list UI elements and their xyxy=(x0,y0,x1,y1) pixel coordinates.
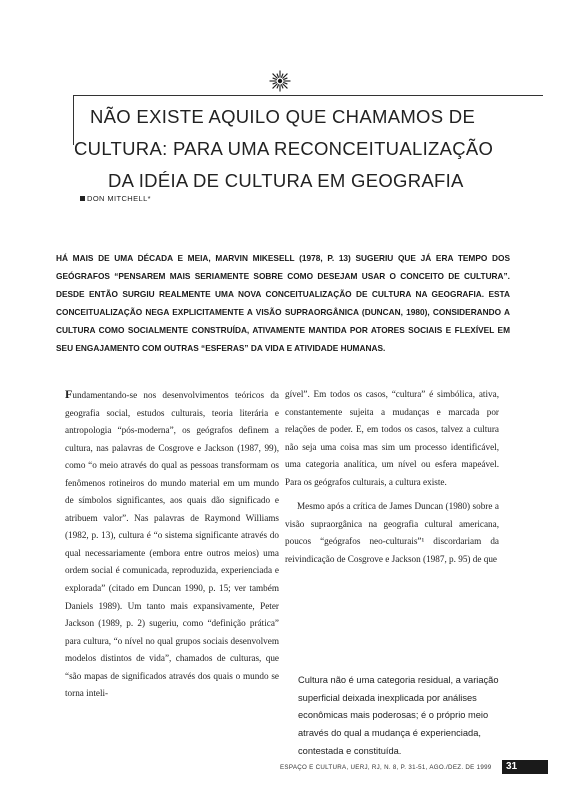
title-bracket-top xyxy=(73,95,543,96)
body-paragraph xyxy=(65,386,279,703)
title-line-1: NÃO EXISTE AQUILO QUE CHAMAMOS DE xyxy=(90,106,476,127)
page-number: 31 xyxy=(502,760,548,774)
body-text: undamentando-se nos desenvolvimentos teóricos da geografia social, estudos culturais, teoria literária e antropologia “pós-moderna”, os geógrafos definem a cultura, nas palavras de Cosgrove e Jackson (1987, 99), como “o meio através do qual as pessoas transformam os fenômenos rotineiros do mundo material em um mundo de símbolos significantes, aos quais dão significado e atribuem valor”. Nas palavras de Raymond Williams (1982, p. 13), cultura é “o sistema significante através do qual necessariamente (embora entre outros meios) uma ordem social é comunicada, reproduzida, experienciada e explorada” (citado em Duncan 1990, p. 15; ver também Daniels 1989). Um tanto mais expansivamente, Peter Jackson (1989, p. 2) sugeriu, como “definição prática” para cultura, “o nível no qual grupos sociais desenvolvem modelos distintos de vida”, chamados de culturas, que “são mapas de significados através dos quais o mundo se torna inteli- xyxy=(65,390,279,699)
body-paragraph: gível”. Em todos os casos, “cultura” é simbólica, ativa, constantemente sujeita a mudanças e marcada por relações de poder. E, em todos os casos, talvez a cultura não seja uma coisa mas sim um processo identificável, uma categoria analítica, um nível ou esfera mapeável. Para os geógrafos culturais, a cultura existe. xyxy=(285,389,499,487)
title-line-3: DA IDÉIA DE CULTURA EM GEOGRAFIA xyxy=(108,170,464,191)
author-byline xyxy=(80,194,151,203)
journal-footer: ESPAÇO E CULTURA, UERJ, RJ, N. 8, P. 31-51, AGO./DEZ. DE 1999 xyxy=(280,764,492,771)
body-paragraph: Mesmo após a crítica de James Duncan (1980) sobre a visão supraorgânica na geografia cultural americana, poucos “geógrafos neo-culturais”¹ discordariam da reivindicação de Cosgrove e Jackson (1987, p. 95) de que xyxy=(285,501,499,564)
block-quote: Cultura não é uma categoria residual, a variação superficial deixada inexplicada por análises econômicas mais poderosas; é o próprio meio através do qual a mudança é experienciada, contestada e constituída. xyxy=(298,675,499,756)
body-column-left xyxy=(65,386,279,703)
square-bullet-icon xyxy=(80,196,85,201)
body-column-right xyxy=(285,386,499,568)
abstract: HÁ MAIS DE UMA DÉCADA E MEIA, MARVIN MIKESELL (1978, P. 13) SUGERIU QUE JÁ ERA TEMPO DOS GEÓGRAFOS “PENSAREM MAIS SERIAMENTE SOBRE COMO DESEJAM USAR O CONCEITO DE CULTURA”. DESDE ENTÃO SURGIU REALMENTE UMA NOVA CONCEITUALIZAÇÃO DE CULTURA NA GEOGRAFIA. ESTA CONCEITUALIZAÇÃO NEGA EXPLICITAMENTE A VISÃO SUPRAORGÂNICA (DUNCAN, 1980), CONSIDERANDO A CULTURA COMO SOCIALMENTE CONSTRUÍDA, ATIVAMENTE MANTIDA POR ATORES SOCIAIS E FLEXÍVEL EM SEU ENGAJAMENTO COM OUTRAS “ESFERAS” DA VIDA E ATIVIDADE HUMANAS. xyxy=(56,253,510,353)
author-name: DON MITCHELL* xyxy=(87,194,151,203)
article-title xyxy=(74,101,544,197)
title-line-2: CULTURA: PARA UMA RECONCEITUALIZAÇÃO xyxy=(74,138,494,159)
drop-cap: F xyxy=(65,387,73,401)
sunburst-ornament-icon xyxy=(269,70,291,92)
